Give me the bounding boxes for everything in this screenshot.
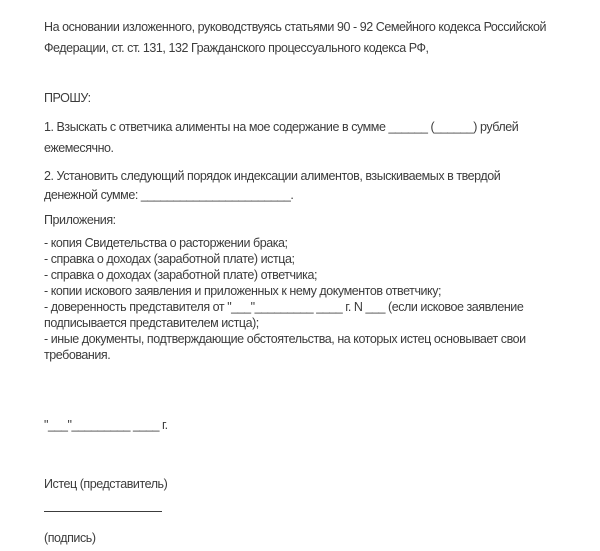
- plaintiff-label: Истец (представитель): [44, 477, 168, 491]
- attachment-item: - иные документы, подтверждающие обстоятельства, на которых истец основывает свои требования.: [44, 332, 526, 362]
- date-line: "___"_________ ____ г.: [44, 418, 168, 432]
- attachment-item: - копия Свидетельства о расторжении брака;: [44, 236, 288, 250]
- attachment-item: - справка о доходах (заработной плате) истца;: [44, 252, 295, 266]
- request-item-2: 2. Установить следующий порядок индексации алиментов, взыскиваемых в твердой денежной сумме: _______________________.: [44, 169, 501, 202]
- attachment-item: - справка о доходах (заработной плате) ответчика;: [44, 268, 317, 282]
- signature-caption: (подпись): [44, 531, 96, 545]
- request-item-1: 1. Взыскать с ответчика алименты на мое содержание в сумме ______ (______) рублей ежемесячно.: [44, 120, 519, 155]
- request-heading: ПРОШУ:: [44, 91, 91, 105]
- attachments-list: [44, 235, 556, 363]
- intro-paragraph: На основании изложенного, руководствуясь статьями 90 - 92 Семейного кодекса Российской Федерации, ст. ст. 131, 132 Гражданского процессуального кодекса РФ,: [44, 20, 547, 55]
- attachment-item: - копии искового заявления и приложенных к нему документов ответчику;: [44, 284, 442, 298]
- signature-line: [44, 511, 162, 512]
- attachment-item: - доверенность представителя от "___"_________ ____ г. N ___ (если исковое заявление подписывается представителем истца);: [44, 300, 524, 330]
- attachments-heading: Приложения:: [44, 213, 116, 227]
